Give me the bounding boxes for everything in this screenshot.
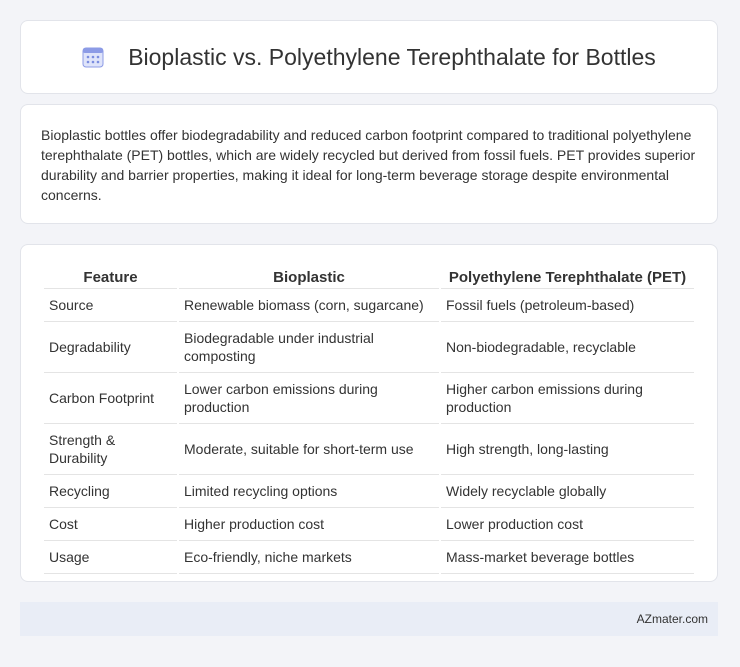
feature-cell: Cost [44,508,177,541]
bioplastic-cell: Lower carbon emissions during production [179,373,439,424]
header-pet: Polyethylene Terephthalate (PET) [441,263,694,289]
bioplastic-cell: Moderate, suitable for short-term use [179,424,439,475]
table-row [44,541,694,574]
feature-cell: Degradability [44,322,177,373]
pet-cell: Fossil fuels (petroleum-based) [441,289,694,322]
table-row [44,508,694,541]
header-feature: Feature [44,263,177,289]
feature-cell: Source [44,289,177,322]
header-bioplastic: Bioplastic [179,263,439,289]
table-row [44,322,694,373]
feature-cell: Carbon Footprint [44,373,177,424]
bioplastic-cell: Biodegradable under industrial composting [179,322,439,373]
footer-brand: AZmater.com [636,612,708,626]
table-row [44,475,694,508]
feature-cell: Recycling [44,475,177,508]
comparison-table [42,263,696,574]
calendar-icon [82,46,104,68]
intro-text: Bioplastic bottles offer biodegradability and reduced carbon footprint compared to traditional polyethylene terephthalate (PET) bottles, which are widely recycled but derived from fossil fuels. PET provides superior durability and barrier properties, making it ideal for long-term beverage storage despite environmental concerns. [41,127,696,203]
pet-cell: High strength, long-lasting [441,424,694,475]
pet-cell: Non-biodegradable, recyclable [441,322,694,373]
comparison-card [20,244,718,582]
pet-cell: Higher carbon emissions during production [441,373,694,424]
bioplastic-cell: Limited recycling options [179,475,439,508]
table-row [44,289,694,322]
bioplastic-cell: Eco-friendly, niche markets [179,541,439,574]
bioplastic-cell: Renewable biomass (corn, sugarcane) [179,289,439,322]
table-header-row [44,263,694,289]
pet-cell: Lower production cost [441,508,694,541]
feature-cell: Usage [44,541,177,574]
title-card [20,20,718,94]
pet-cell: Mass-market beverage bottles [441,541,694,574]
feature-cell: Strength & Durability [44,424,177,475]
intro-card [20,104,718,224]
footer [20,602,718,636]
table-row [44,424,694,475]
page-title: Bioplastic vs. Polyethylene Terephthalate for Bottles [128,43,656,70]
table-row [44,373,694,424]
pet-cell: Widely recyclable globally [441,475,694,508]
bioplastic-cell: Higher production cost [179,508,439,541]
